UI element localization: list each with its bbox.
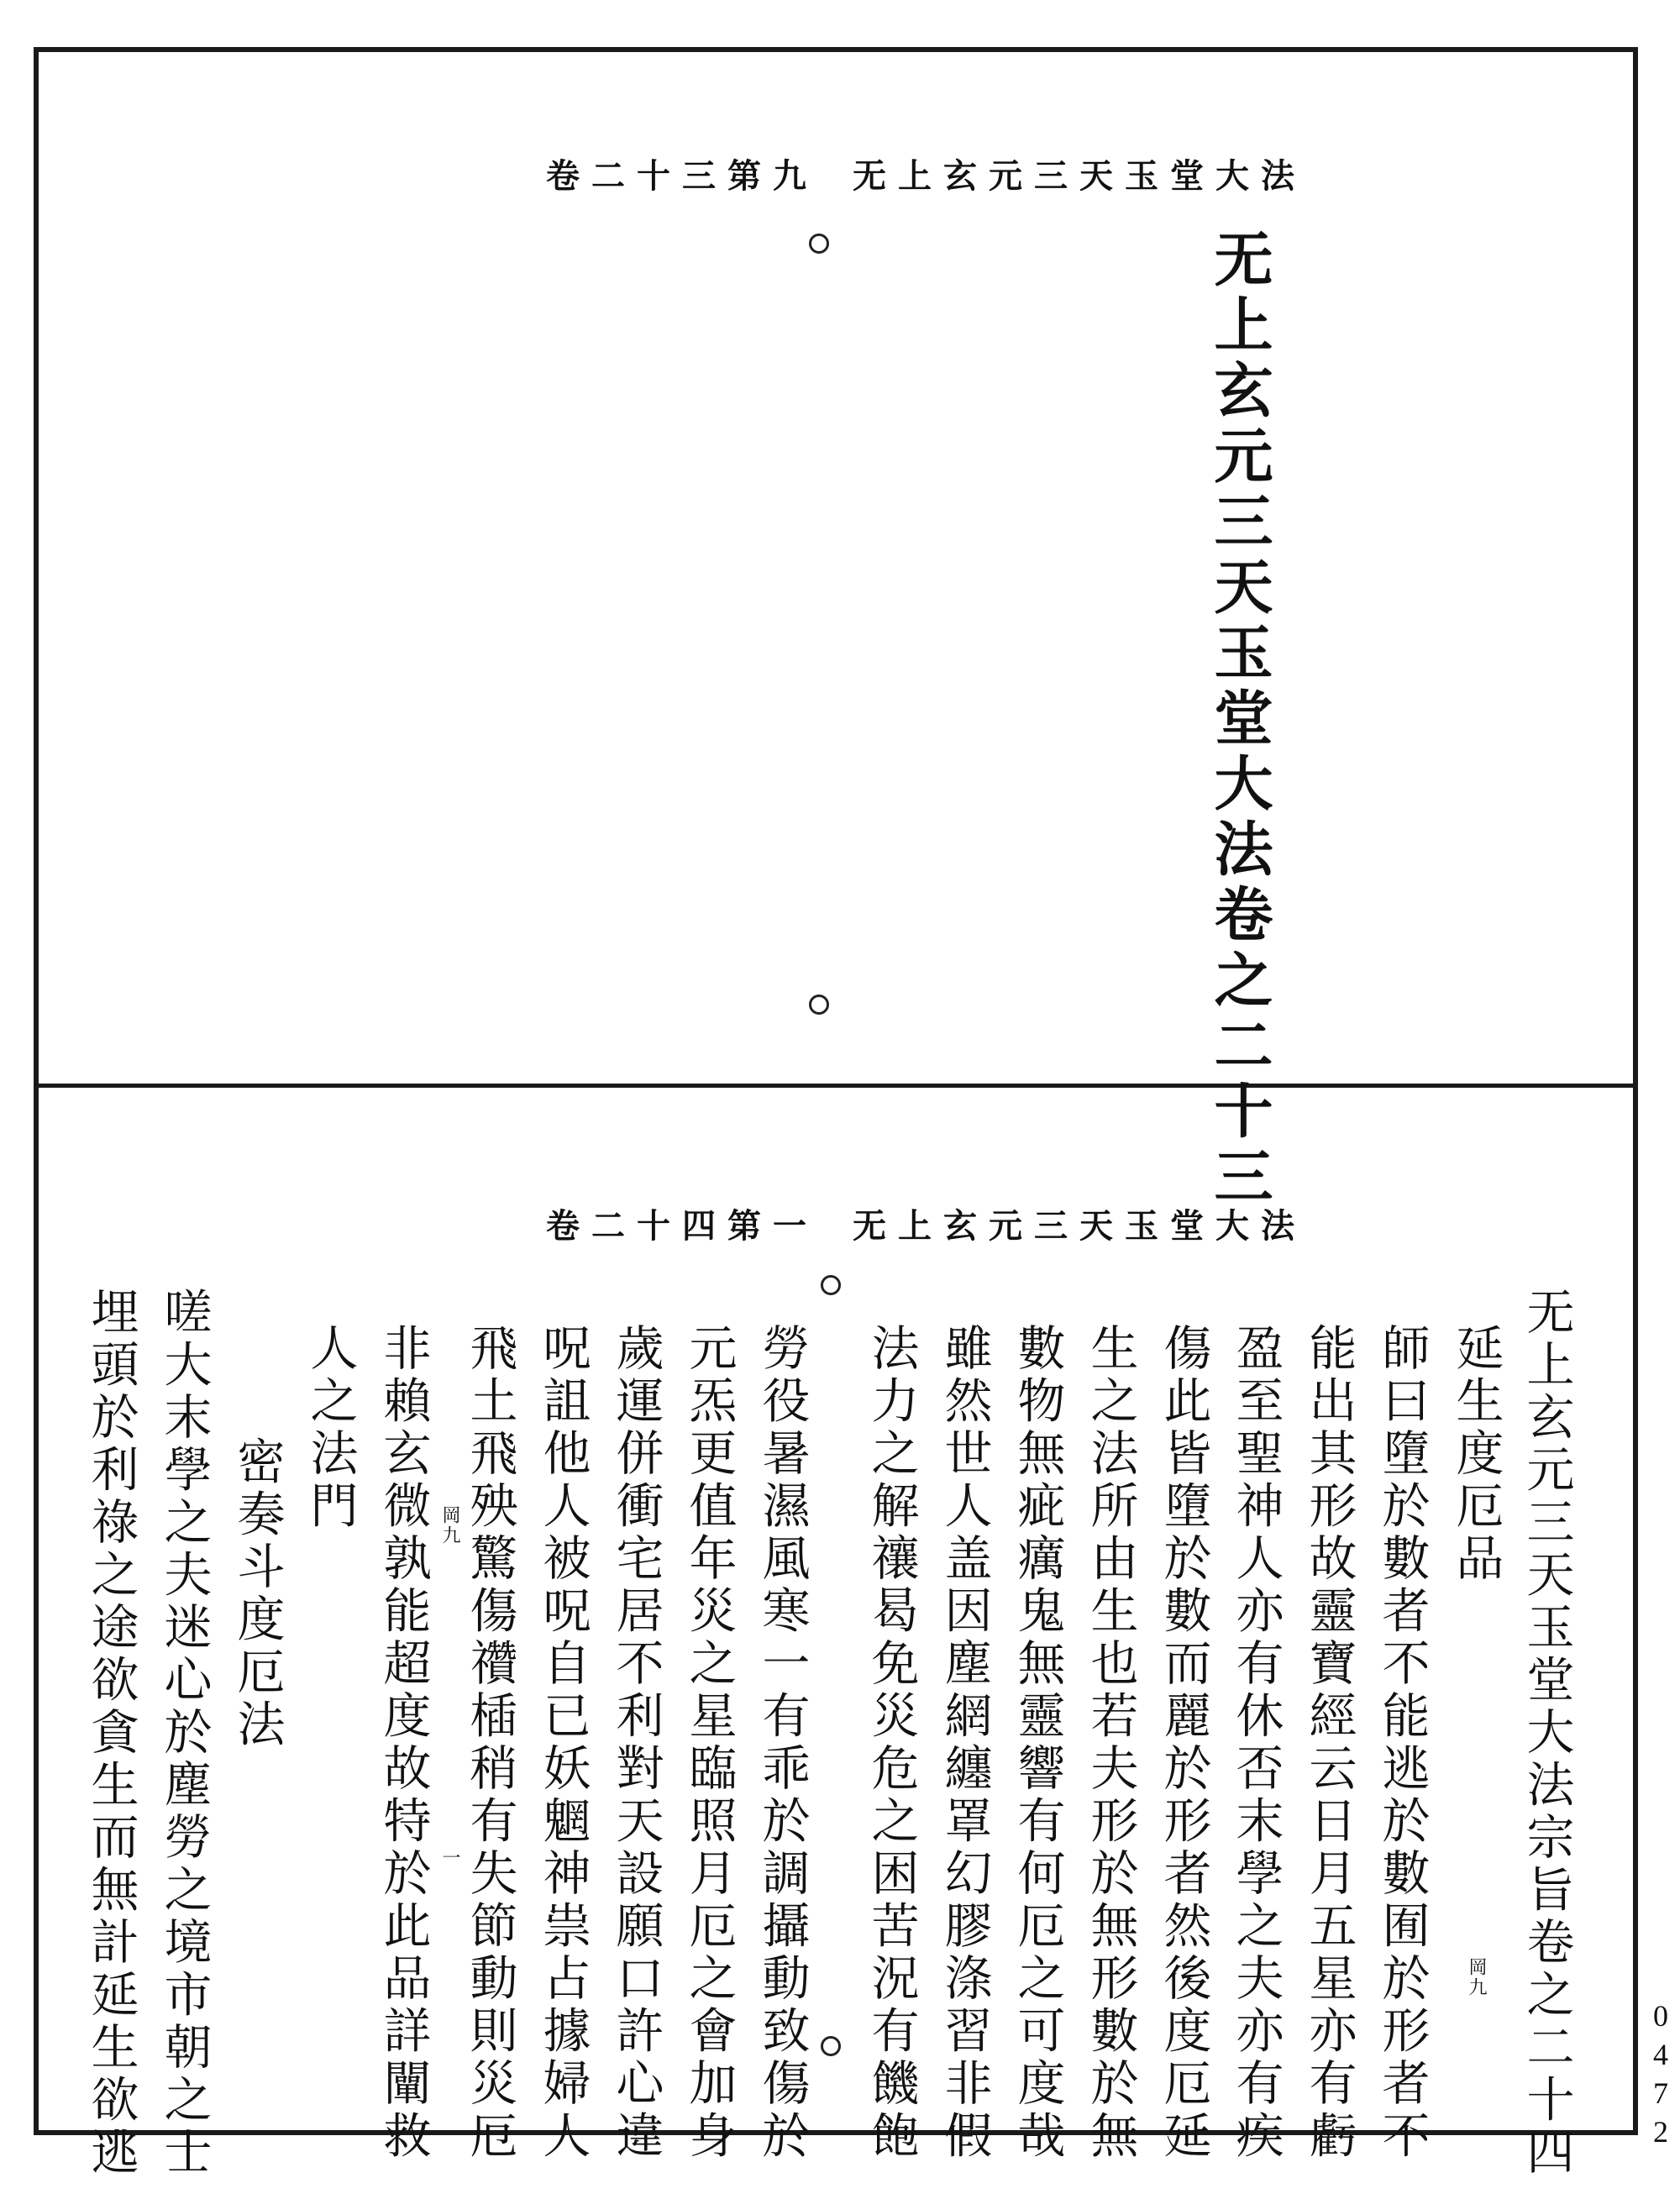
binding-circle-bottom-1 — [821, 1275, 841, 1295]
text-column-10: 法力之解禳曷免災危之困苦況有饑飽 — [864, 1323, 919, 2163]
top-header-right: 无上玄元三天玉堂大法 — [853, 156, 1306, 196]
text-column-16: 非賴玄微孰能超度故特於此品詳闡救 — [375, 1323, 431, 2163]
text-column-13: 歲運併衝宅居不利對天設願口許心違 — [608, 1323, 664, 2163]
text-column-03: 師曰墮於數者不能逃於數囿於形者不 — [1374, 1323, 1430, 2163]
binding-circle-bottom-2 — [821, 2036, 841, 2056]
text-column-20: 埋頭於利祿之途欲貪生而無計延生欲逃 — [83, 1287, 139, 2180]
binding-circle-top-1 — [809, 234, 829, 254]
top-header-left: 卷二十三第九 — [546, 156, 818, 196]
text-column-06: 傷此皆墮於數而麗於形者然後度厄延 — [1156, 1323, 1211, 2163]
text-column-15: 飛土飛殃驚傷禶㮑稍有失節動則災厄 — [462, 1323, 517, 2163]
text-column-02: 延生度厄品 — [1448, 1323, 1504, 1586]
top-volume-title: 无上玄元三天玉堂大法卷之二十三 — [1205, 228, 1274, 1211]
binding-circle-top-2 — [809, 995, 829, 1015]
text-column-07: 生之法所由生也若夫形於無形數於無 — [1083, 1323, 1138, 2163]
bottom-header-left: 卷二十四第一 — [546, 1206, 818, 1246]
text-column-14: 呪詛他人被呪自已妖魍神祟占據婦人 — [535, 1323, 591, 2163]
text-column-09: 雖然世人盖因塵網纏罩幻膠涤習非假 — [937, 1323, 992, 2163]
bottom-header-right: 无上玄元三天玉堂大法 — [853, 1206, 1306, 1246]
text-column-04: 能出其形故靈寶經云日月五星亦有虧 — [1301, 1323, 1357, 2163]
text-column-05: 盈至聖神人亦有休否末學之夫亦有疾 — [1228, 1323, 1284, 2163]
margin-note-dash: 一 — [439, 1848, 460, 1868]
margin-note-top: 岡九 — [1466, 1957, 1487, 1997]
text-column-12: 元炁更值年災之星臨照月厄之會加身 — [681, 1323, 737, 2163]
text-column-19: 嗟大末學之夫迷心於塵勞之境市朝之士 — [156, 1287, 212, 2180]
text-column-11: 勞役暑濕風寒一有乖於調攝動致傷於 — [754, 1323, 810, 2163]
text-column-01: 无上玄元三天玉堂大法宗旨卷之二十四 — [1519, 1287, 1574, 2180]
text-column-18: 密奏斗度厄法 — [229, 1436, 285, 1751]
text-column-08: 數物無疵癘鬼無靈響有何厄之可度哉 — [1010, 1323, 1065, 2163]
page-number: 0472 — [1644, 1999, 1677, 2154]
margin-note-mid: 岡九 — [439, 1505, 460, 1546]
panel-divider — [34, 1084, 1638, 1088]
text-column-17: 人之法門 — [302, 1323, 358, 1533]
